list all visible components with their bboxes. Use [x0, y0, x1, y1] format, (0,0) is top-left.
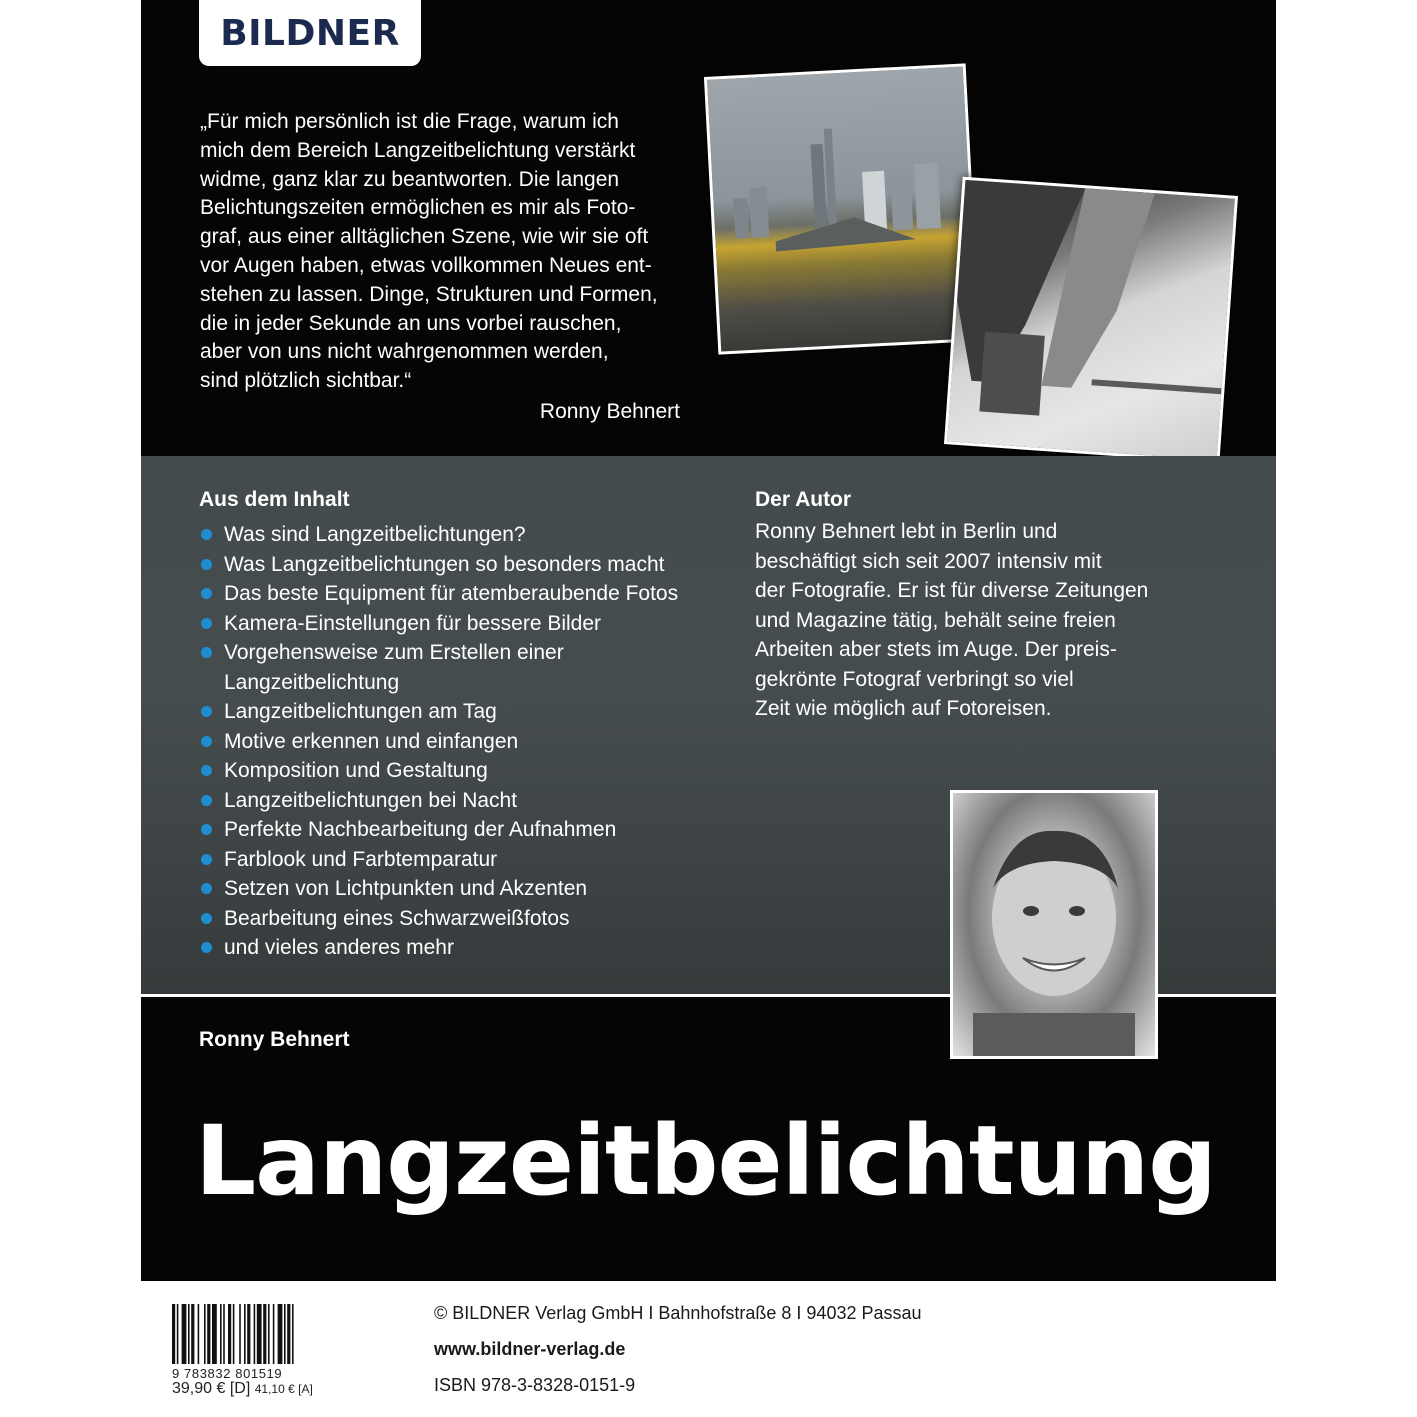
price-at: 41,10 € [A]: [254, 1382, 313, 1396]
quote-line: mich dem Bereich Langzeitbelichtung verstärkt: [200, 138, 636, 162]
bio-line: gekrönte Fotograf verbringt so viel: [755, 667, 1074, 691]
price-de: 39,90 € [D]: [172, 1380, 251, 1397]
list-item: Was Langzeitbelichtungen so besonders macht: [199, 550, 739, 580]
bio-line: beschäftigt sich seit 2007 intensiv mit: [755, 549, 1102, 573]
portrait-graphic: [953, 793, 1155, 1056]
inhalt-heading: Aus dem Inhalt: [199, 488, 350, 511]
publisher-logo-text: BILDNER: [220, 12, 400, 54]
barcode-bar: [220, 1304, 222, 1364]
barcode-bar: [244, 1304, 246, 1364]
city-skyline-graphic: [707, 66, 977, 351]
inhalt-list: [199, 520, 739, 963]
barcode-bar: [198, 1304, 200, 1364]
bullet-icon: [201, 647, 212, 658]
barcode-bar: [268, 1304, 270, 1364]
list-item: und vieles anderes mehr: [199, 933, 739, 963]
publisher-website[interactable]: www.bildner-verlag.de: [434, 1339, 626, 1359]
quote-line: sind plötzlich sichtbar.“: [200, 369, 412, 393]
list-item: Langzeitbelichtungen am Tag: [199, 697, 739, 727]
autor-heading: Der Autor: [755, 488, 852, 511]
barcode-bar: [177, 1304, 179, 1364]
list-item: Motive erkennen und einfangen: [199, 727, 739, 757]
quote-line: Belichtungszeiten ermöglichen es mir als Foto-: [200, 196, 636, 220]
publisher-logo: [199, 0, 421, 66]
barcode-bar: [239, 1304, 241, 1364]
bullet-icon: [201, 795, 212, 806]
book-title: Langzeitbelichtung: [195, 1105, 1216, 1217]
barcode-bar: [273, 1304, 275, 1364]
bullet-icon: [201, 618, 212, 629]
bullet-icon: [201, 736, 212, 747]
bio-line: Arbeiten aber stets im Auge. Der preis-: [755, 638, 1117, 661]
list-item: Perfekte Nachbearbeitung der Aufnahmen: [199, 815, 739, 845]
barcode-bar: [204, 1304, 206, 1364]
city-skyline-photo: [704, 63, 980, 354]
barcode-bar: [212, 1304, 217, 1364]
barcode-bar: [292, 1304, 294, 1364]
bio-line: und Magazine tätig, behält seine freien: [755, 608, 1116, 632]
back-cover: [141, 0, 1276, 1281]
barcode-bar: [207, 1304, 210, 1364]
quote-line: aber von uns nicht wahrgenommen werden,: [200, 340, 609, 364]
barcode-bar: [257, 1304, 262, 1364]
barcode-bar: [278, 1304, 283, 1364]
list-item: Langzeitbelichtungen bei Nacht: [199, 786, 739, 816]
barcode-bar: [191, 1304, 194, 1364]
list-item: Komposition und Gestaltung: [199, 756, 739, 786]
bridge-photo: [944, 177, 1238, 464]
author-portrait: [950, 790, 1158, 1059]
author-quote: [200, 108, 680, 427]
bio-line: Zeit wie möglich auf Fotoreisen.: [755, 697, 1052, 720]
barcode-bar: [284, 1304, 286, 1364]
barcode-bar: [263, 1304, 266, 1364]
bullet-icon: [201, 529, 212, 540]
quote-author: Ronny Behnert: [539, 399, 680, 423]
list-item: Was sind Langzeitbelichtungen?: [199, 520, 739, 550]
barcode-bar: [172, 1304, 175, 1364]
list-item: Setzen von Lichtpunkten und Akzenten: [199, 874, 739, 904]
publisher-address: © BILDNER Verlag GmbH I Bahnhofstraße 8 I 94032 Passau: [434, 1303, 922, 1323]
barcode-bar: [223, 1304, 225, 1364]
autor-bio: [755, 517, 1195, 724]
bullet-icon: [201, 854, 212, 865]
list-item: Kamera-Einstellungen für bessere Bilder: [199, 609, 739, 639]
bio-line: Ronny Behnert lebt in Berlin und: [755, 520, 1058, 543]
quote-line: die in jeder Sekunde an uns vorbei rauschen,: [200, 311, 622, 335]
bullet-icon: [201, 913, 212, 924]
bullet-icon: [201, 588, 212, 599]
barcode-bar: [254, 1304, 256, 1364]
bullet-icon: [201, 942, 212, 953]
quote-line: stehen zu lassen. Dinge, Strukturen und Formen,: [200, 282, 658, 306]
quote-line: „Für mich persönlich ist die Frage, warum ich: [200, 110, 619, 133]
quote-line: graf, aus einer alltäglichen Szene, wie wir sie oft: [200, 225, 649, 249]
barcode-bar: [287, 1304, 290, 1364]
isbn-number: ISBN 978-3-8328-0151-9: [434, 1375, 636, 1395]
price: [172, 1380, 313, 1398]
bullet-icon: [201, 824, 212, 835]
list-item: Bearbeitung eines Schwarzweißfotos: [199, 904, 739, 934]
bullet-icon: [201, 765, 212, 776]
barcode-bar: [228, 1304, 231, 1364]
quote-line: widme, ganz klar zu beantworten. Die langen: [200, 167, 620, 191]
list-item: Das beste Equipment für atemberaubende Fotos: [199, 579, 739, 609]
bio-line: der Fotografie. Er ist für diverse Zeitungen: [755, 579, 1149, 602]
bullet-icon: [201, 883, 212, 894]
list-item: Vorgehensweise zum Erstellen einer Langzeitbelichtung: [199, 638, 739, 697]
bridge-graphic: [947, 180, 1235, 460]
barcode-bar: [182, 1304, 187, 1364]
author-byline: Ronny Behnert: [199, 1028, 350, 1051]
barcode-bar: [233, 1304, 235, 1364]
list-item: Farblook und Farbtemparatur: [199, 845, 739, 875]
bullet-icon: [201, 559, 212, 570]
quote-line: vor Augen haben, etwas vollkommen Neues ent-: [200, 253, 652, 277]
barcode: [172, 1304, 362, 1364]
bullet-icon: [201, 706, 212, 717]
barcode-bar: [188, 1304, 190, 1364]
barcode-digits: 9 783832 801519: [172, 1366, 283, 1381]
barcode-bar: [247, 1304, 250, 1364]
